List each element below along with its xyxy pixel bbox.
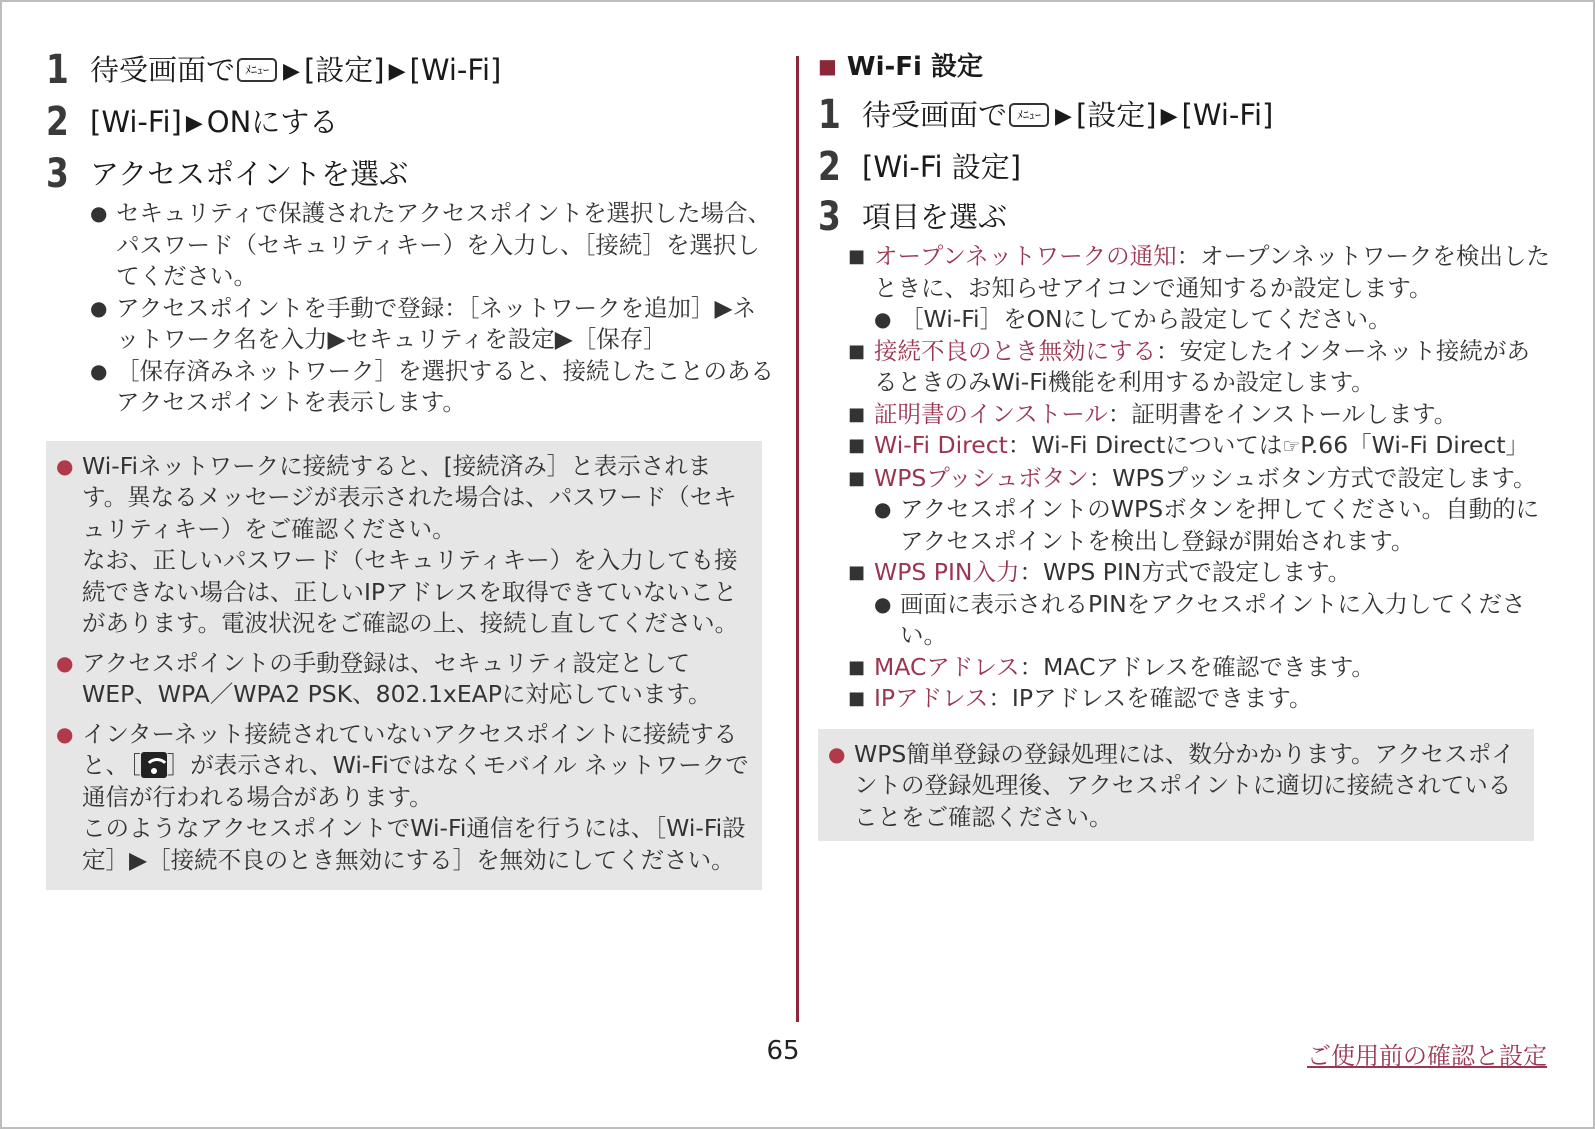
right-column <box>818 48 1550 841</box>
notes-box <box>46 441 762 891</box>
item-desc: ：IPアドレスを確認できます。 <box>988 684 1313 712</box>
sub-list <box>874 589 1550 652</box>
bullet-text: 画面に表示されるPINをアクセスポイントに入力してください。 <box>900 589 1526 649</box>
settings-item-poor-connection <box>848 336 1550 399</box>
note-item <box>56 719 754 877</box>
list-item <box>90 198 778 293</box>
item-term: Wi-Fi Direct <box>874 431 1008 459</box>
item-term: 証明書のインストール <box>874 399 1108 428</box>
sub-list <box>874 494 1550 557</box>
settings-item-open-network <box>848 241 1550 336</box>
step-text: アクセスポイントを選ぶ <box>90 157 409 191</box>
section-title <box>818 46 1550 87</box>
item-term: IPアドレス <box>874 684 989 712</box>
square-bullet-icon: ■ <box>848 467 866 489</box>
sub-list <box>874 304 1550 336</box>
note-bullet-icon: ● <box>56 453 74 478</box>
bullet-text: ［保存済みネットワーク］を選択すると、接続したことのあるアクセスポイントを表示します。 <box>116 356 774 416</box>
bullet-text: セキュリティで保護されたアクセスポイントを選択した場合、パスワード（セキュリティキー）を入力し、［接続］を選択してください。 <box>116 199 771 290</box>
note-bullet-icon: ● <box>56 650 74 675</box>
list-item <box>874 494 1550 557</box>
bullet-icon: ● <box>90 358 108 383</box>
note-item <box>56 451 754 640</box>
item-term: WPSプッシュボタン <box>874 463 1089 492</box>
note-text: このようなアクセスポイントでWi-Fi通信を行うには、［Wi-Fi設定］▶［接続不良のとき無効にする］を無効にしてください。 <box>82 814 746 874</box>
item-desc: ：オープンネットワークを検出したときに、お知らせアイコンで通知するか設定します。 <box>874 242 1550 302</box>
reference-icon: ☞ <box>1282 434 1301 458</box>
square-bullet-icon: ■ <box>848 403 866 425</box>
settings-item-wps-pin <box>848 557 1550 652</box>
settings-item-wps-push <box>848 463 1550 558</box>
notes-box <box>818 729 1534 842</box>
arrow-right-icon: ▶ <box>1160 104 1178 129</box>
left-column <box>46 48 778 890</box>
step-3 <box>818 195 1550 239</box>
square-bullet-icon: ■ <box>848 656 866 678</box>
item-term: オープンネットワークの通知 <box>874 242 1177 270</box>
item-desc: ：証明書をインストールします。 <box>1107 399 1458 428</box>
step-1 <box>818 93 1550 139</box>
step-3 <box>46 152 778 196</box>
note-text: なお、正しいパスワード（セキュリティキー）を入力しても接続できない場合は、正しいIPアドレスを取得できていないことがあります。電波状況をご確認の上、接続し直してください。 <box>82 546 739 637</box>
settings-label: [設定] <box>303 53 385 87</box>
step-2 <box>46 100 778 146</box>
step-3-bullets <box>90 198 778 419</box>
step-text <box>862 93 1273 139</box>
item-desc: ：WPS PIN方式で設定します。 <box>1019 558 1352 586</box>
column-divider <box>796 56 799 1022</box>
step-number: 2 <box>818 144 841 190</box>
note-text: WPS簡単登録の登録処理には、数分かかります。アクセスポイントの登録処理後、アクセスポイントに適切に接続されていることをご確認ください。 <box>854 739 1515 831</box>
settings-item-certificate <box>848 399 1550 431</box>
step-text: 項目を選ぶ <box>862 200 1008 234</box>
bullet-icon: ● <box>90 201 108 225</box>
arrow-right-icon: ▶ <box>388 59 406 84</box>
section-footer-link[interactable]: ご使用前の確認と設定 <box>1307 1042 1547 1070</box>
square-bullet-icon: ■ <box>848 562 866 583</box>
bullet-text: ［Wi-Fi］をONにしてから設定してください。 <box>900 305 1392 333</box>
arrow-right-icon: ▶ <box>185 111 203 136</box>
note-text-b: ］が表示され、Wi-Fiではなくモバイル ネットワークで通信が行われる場合があります。 <box>82 751 749 811</box>
wifi-label: [Wi-Fi] <box>90 105 182 139</box>
item-desc: ：Wi-Fi Directについては <box>1007 431 1283 459</box>
item-term: MACアドレス <box>874 652 1020 681</box>
step-number: 1 <box>46 47 69 93</box>
step-2 <box>818 145 1550 189</box>
list-item <box>90 356 778 419</box>
note-item <box>56 648 754 711</box>
note-text: Wi-Fiネットワークに接続すると、[接続済み］と表示されます。異なるメッセージが表示された場合は、パスワード（セキュリティキー）をご確認ください。 <box>82 451 737 543</box>
step-number: 3 <box>46 151 69 197</box>
note-bullet-icon: ● <box>828 741 846 766</box>
settings-items <box>848 241 1550 715</box>
step-number: 1 <box>818 92 841 138</box>
settings-item-wifi-direct <box>848 430 1550 463</box>
section-title-text: Wi-Fi 設定 <box>846 52 984 82</box>
square-bullet-icon: ■ <box>848 688 866 709</box>
note-text-a: インターネット接続されていないアクセスポイントに接続すると、［ <box>82 719 738 779</box>
step-prefix: 待受画面で <box>862 98 1008 132</box>
item-term: 接続不良のとき無効にする <box>874 336 1156 365</box>
wifi-label: [Wi-Fi] <box>409 53 502 87</box>
page-number: 65 <box>766 1036 800 1066</box>
step-number: 3 <box>818 194 841 240</box>
item-desc: ：MACアドレスを確認できます。 <box>1019 652 1375 681</box>
on-label: ONにする <box>206 105 339 139</box>
item-term: WPS PIN入力 <box>874 558 1020 586</box>
arrow-right-icon: ▶ <box>1055 104 1072 129</box>
list-item <box>90 293 778 356</box>
bullet-icon: ● <box>90 295 108 320</box>
item-reference: P.66「Wi-Fi Direct」 <box>1300 431 1530 459</box>
settings-label: [設定] <box>1075 98 1157 132</box>
note-bullet-icon: ● <box>56 721 74 746</box>
square-bullet-icon: ■ <box>848 435 866 456</box>
square-bullet-icon: ■ <box>848 246 866 267</box>
list-item <box>874 304 1550 336</box>
step-text: [Wi-Fi 設定] <box>862 150 1022 184</box>
arrow-right-icon: ▶ <box>283 59 300 84</box>
menu-key-icon: ﾒﾆｭｰ <box>237 58 277 82</box>
step-text <box>90 48 501 94</box>
wifi-label: [Wi-Fi] <box>1181 98 1274 132</box>
item-desc: ：WPSプッシュボタン方式で設定します。 <box>1088 463 1537 492</box>
step-text <box>90 100 338 146</box>
section-marker-icon: ■ <box>818 54 837 78</box>
step-1 <box>46 48 778 94</box>
menu-key-icon: ﾒﾆｭｰ <box>1009 103 1049 127</box>
settings-item-mac-address <box>848 652 1550 684</box>
bullet-text: アクセスポイントを手動で登録：［ネットワークを追加］▶ネットワーク名を入力▶セキュリティを設定▶［保存］ <box>116 293 757 353</box>
step-prefix: 待受画面で <box>90 53 236 87</box>
list-item <box>874 589 1550 652</box>
wifi-warning-icon <box>141 752 167 778</box>
bullet-icon: ● <box>874 307 892 331</box>
bullet-icon: ● <box>874 591 892 616</box>
bullet-text: アクセスポイントのWPSボタンを押してください。自動的にアクセスポイントを検出し登録が開始されます。 <box>900 495 1540 555</box>
bullet-icon: ● <box>874 497 892 521</box>
step-number: 2 <box>46 99 69 145</box>
note-text: アクセスポイントの手動登録は、セキュリティ設定としてWEP、WPA／WPA2 PSK、802.1xEAPに対応しています。 <box>82 648 712 708</box>
settings-item-ip-address <box>848 683 1550 715</box>
square-bullet-icon: ■ <box>848 340 866 362</box>
note-text <box>82 719 754 814</box>
note-item <box>828 739 1526 834</box>
item-desc: ：安定したインターネット接続があるときのみWi-Fi機能を利用するか設定します。 <box>874 336 1530 396</box>
